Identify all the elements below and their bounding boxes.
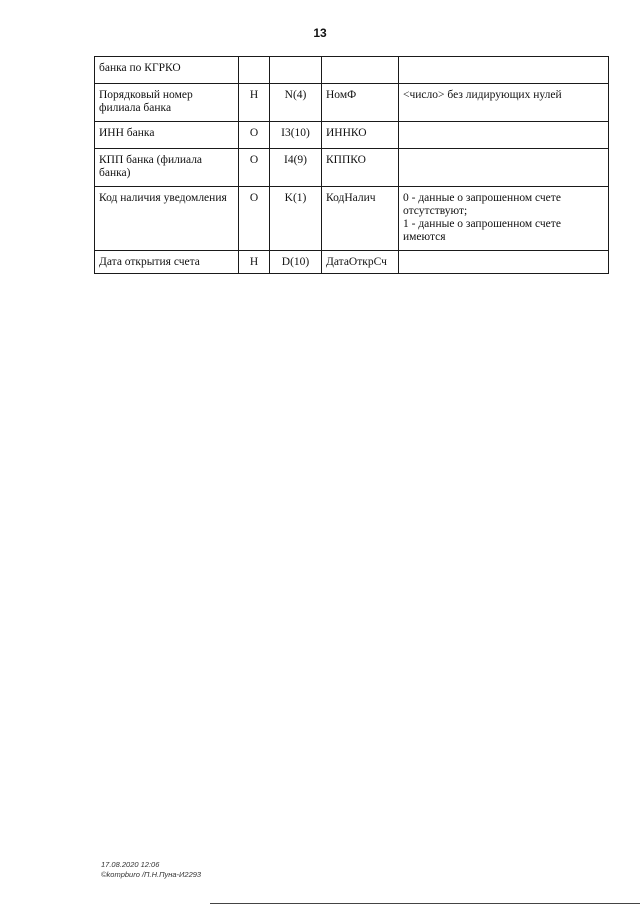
table-row — [95, 251, 609, 274]
table-cell: K(1) — [270, 187, 322, 251]
table-cell — [270, 57, 322, 84]
table-cell: <число> без лидирующих нулей — [399, 84, 609, 122]
footer-source: ©kompburo /П.Н.Пуна-И2293 — [101, 870, 202, 879]
table-cell — [399, 149, 609, 187]
table-cell: Н — [239, 251, 270, 274]
table-cell — [239, 57, 270, 84]
table-cell: Дата открытия счета — [95, 251, 239, 274]
table-cell: N(4) — [270, 84, 322, 122]
table-row — [95, 187, 609, 251]
table-cell: КодНалич — [322, 187, 399, 251]
spec-table — [94, 56, 609, 274]
table-cell: банка по КГРКО — [95, 57, 239, 84]
table-row — [95, 122, 609, 149]
table-cell: КПП банка (филиала банка) — [95, 149, 239, 187]
table-cell: Код наличия уведомления — [95, 187, 239, 251]
table-cell: 0 - данные о запрошенном счете отсутствуют; 1 - данные о запрошенном счете имеются — [399, 187, 609, 251]
table-cell: ДатаОткрСч — [322, 251, 399, 274]
table-cell: Н — [239, 84, 270, 122]
table-cell: НомФ — [322, 84, 399, 122]
table-cell: О — [239, 187, 270, 251]
table-cell: ИНН банка — [95, 122, 239, 149]
table-cell: О — [239, 149, 270, 187]
table-cell — [399, 57, 609, 84]
table-cell: О — [239, 122, 270, 149]
table-cell: D(10) — [270, 251, 322, 274]
page-number: 13 — [313, 26, 327, 40]
table-cell — [399, 251, 609, 274]
scan-edge-line — [210, 903, 640, 904]
table-row — [95, 57, 609, 84]
table-cell — [399, 122, 609, 149]
table-cell: КППКО — [322, 149, 399, 187]
table-cell: I3(10) — [270, 122, 322, 149]
footer-stamp — [101, 860, 201, 880]
table-cell: I4(9) — [270, 149, 322, 187]
table-row — [95, 149, 609, 187]
table-cell — [322, 57, 399, 84]
table-cell: ИННКО — [322, 122, 399, 149]
table-row — [95, 84, 609, 122]
footer-timestamp: 17.08.2020 12:06 — [101, 860, 160, 869]
table-cell: Порядковый номер филиала банка — [95, 84, 239, 122]
